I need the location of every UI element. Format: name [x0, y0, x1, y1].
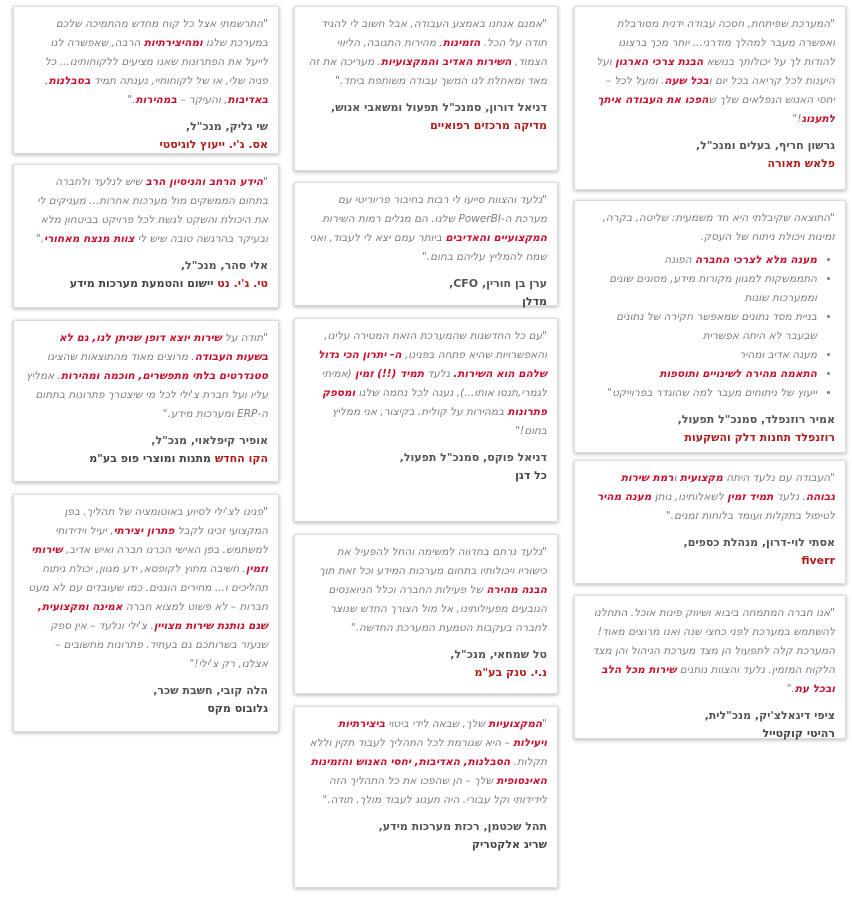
testimonial-card [13, 494, 279, 732]
quote-text: ו [673, 472, 680, 484]
testimonial-card [294, 534, 558, 694]
testimonial-card [294, 706, 558, 888]
testimonial-card [13, 6, 279, 154]
testimonial-quote [24, 173, 268, 249]
quote-text: ועל היענות לכל קריאה בכל יום ו [596, 56, 835, 87]
testimonial-author: דניאל דורון, סמנכ"ל תפעול ומשאבי אנוש, [331, 101, 547, 114]
quote-text: . אמליץ עליו ועל חברת צ'ילי לכל מי שיצטרך פתרונות בתחום ה-ERP ומערכות מידע." [26, 370, 268, 420]
quote-text: " [542, 718, 547, 730]
highlight-text: הבנה מהירה [486, 584, 547, 596]
testimonial-card [294, 182, 558, 306]
testimonial-company: פלאש תאורה [767, 157, 835, 170]
highlight-text: תמיד זמין [727, 491, 774, 503]
highlight-text: מקצועית [679, 472, 723, 484]
quote-text: " [263, 176, 268, 188]
testimonial-author: טל שמחאי, מנכ"ל, [450, 648, 547, 661]
testimonial-author: גרשון חריף, בעלים ומנכ"ל, [695, 139, 835, 152]
testimonial-company [24, 275, 268, 293]
highlight-text: מענה מלא לצרכי החברה [694, 254, 817, 266]
quote-text: "אנו חברה המתמחה ביבוא ושיווק פינות אוכל. התחלנו להשתמש במערכת לפני כחצי שנה ואנו מרוצים מאוד! המערכת קלה לתפעול הן מצד מערכת הניהול והן מצד הלקוח המזמין. נלעד והצוות נותנים [592, 607, 835, 676]
highlight-text: מענה מהיר [596, 491, 652, 503]
quote-text: שלך – הן שהפכו את כל התהליך הזה לידידותי וקל עבורי. היה תענוג לעבוד מולך. תודה." [322, 775, 547, 806]
highlight-text: שירות יוצא דופן שניתן לנו, גם לא בשעות העבודה [58, 332, 268, 363]
quote-text: "עם כל החדשנות שהמערכת הזאת המטירה עלינו, והאפשרויות שהיא פתחה בפנינו, [324, 330, 547, 361]
quote-text: . צ'ילי ונלעד – אין ספק שנעזר בשרותכם גם בעתיד. פתרונות מחשובים – אצלנו, רק צ'ילי!" [50, 620, 268, 670]
highlight-text: הידע הרחב והניסיון הרב [145, 176, 264, 188]
highlight-text: הסבלנות, האדיבות, יחסי האנוש והזמינות האינסופית [310, 756, 547, 787]
highlight-text: ומספק פתרונות [322, 387, 547, 418]
testimonial-quote [585, 209, 835, 403]
bullet-item [585, 365, 817, 384]
quote-text: לשאלותינו, נותן [651, 491, 728, 503]
bullet-item [585, 308, 817, 346]
company-brand: הקו החדש [214, 452, 268, 465]
highlight-text: ומהיצירתיות [143, 37, 203, 49]
testimonial-quote [305, 543, 547, 638]
highlight-text: הזמינות [442, 37, 481, 49]
testimonial-author: אלי סהר, מנכ"ל, [180, 259, 268, 272]
bullet-item [585, 270, 817, 308]
quote-text: בניית מסד נתונים שמאפשר חקירה של נתונים שבעבר לא היתה אפשרית [616, 311, 817, 342]
testimonial-company [24, 450, 268, 468]
quote-text: "פנינו לצ'ילי לסיוע באוטומציה של תהליך. בפן המקצועי זכינו לקבל [64, 506, 268, 537]
highlight-text: רמת שירות גבוהה [620, 472, 835, 503]
highlight-text: השירות האדיב והמקצועיות [380, 56, 512, 68]
quote-text: שיש לנלעד ולחברה בתחום הממשקים מול מערכות אחרות... מעניקים לי את היכולת והשקט לגשת לכל פרויקט בביטחון מלא ובעיקר בהרגשה טובה שיש לי [37, 176, 268, 245]
quote-text: !" [792, 113, 802, 125]
testimonial-author: אמיר רוזנפלד, סמנכ"ל תפעול, [677, 413, 835, 426]
testimonial-quote [305, 15, 547, 91]
testimonial-card [13, 320, 279, 482]
quote-text: ." [127, 94, 136, 106]
quote-text: . ומעל לכל – יחסי האנוש הנפלאים שלך ש [605, 75, 835, 106]
bullet-item [585, 384, 817, 403]
quote-text: , והעיקר – [176, 94, 228, 106]
highlight-text: הבנת צרכי הארגון [615, 56, 704, 68]
quote-text: , [45, 75, 49, 87]
testimonial-author: תהל שכטמן, רכזת מערכות מידע, [378, 820, 547, 833]
highlight-text: ה- יתרון הכי גדול שלהם הוא השירות. [318, 349, 547, 380]
highlight-text: באדיבות [227, 94, 268, 106]
quote-text: , יעיל וידידותי למשתמש. בפן האישי הכרנו חברה ואיש אדיב, [55, 525, 268, 556]
testimonial-card [574, 200, 846, 453]
quote-text: במהירות על קולית. בקיצור, אני ממליץ בחום!" [331, 406, 547, 437]
quote-text: "תודה על [221, 332, 268, 344]
testimonial-quote [305, 327, 547, 441]
quote-text: הרבה, שאפשרה לנו לייעל את הפתרונות שאנו מציעים ללקוחותינו... כל פניה שלי, או של לקוחותיי, נענתה תמיד [44, 37, 268, 87]
quote-text: לטיפול בתקלות ועומד בלוחות זמנים." [665, 510, 835, 522]
testimonial-quote [24, 503, 268, 674]
testimonial-company: fiverr [801, 554, 835, 567]
testimonial-author: שי גליק, מנכ"ל, [185, 120, 268, 133]
highlight-text: במהירות [135, 94, 177, 106]
quote-text: התממשקות למגוון מקורות מידע, מסוגים שונים וממערכות שונות [609, 273, 817, 304]
company-description: יישום והטמעת מערכות מידע [69, 277, 218, 290]
quote-text: מענה אדיב ומהיר [739, 349, 817, 361]
quote-text: נלעד [424, 368, 454, 380]
highlight-text: פתרון יצירתי [113, 525, 175, 537]
testimonial-card [294, 6, 558, 171]
company-description: מתנות ומוצרי פופ בע"מ [89, 452, 215, 465]
testimonial-company: רהיטי קוקטייל [762, 727, 835, 740]
testimonial-company: שריג אלקטריק [471, 838, 547, 851]
highlight-text: המקצועיים והאדיבים [445, 232, 547, 244]
highlight-text: שירותי וזמין [31, 544, 268, 575]
highlight-text: המקצועיות [488, 718, 543, 730]
highlight-text: בסבלנות [48, 75, 91, 87]
testimonial-quote [585, 604, 835, 699]
testimonial-author: הלה קובי, חשבת שכר, [153, 684, 268, 697]
quote-text: "נלעד נרתם בחדווה למשימה והחל להפעיל את כישוריו ויכולותיו בתחום מערכות המידע וכל זאת תוך [319, 546, 547, 577]
highlight-text: תמיד (!!) זמין [355, 368, 425, 380]
quote-text: . חשיבה מחוץ לקופסא, ידע מגוון, יכולת ניתוח תהליכים ו... מחירים הוגנים. כמו שעובדים עם לא מעט חברות – לא פשוט למצוא חברה [28, 563, 268, 613]
quote-text: – היא שגורמת לכל התהליך לעבוד תקין וללא תקלות. [309, 737, 547, 768]
bullet-list [585, 251, 835, 403]
highlight-text: הפכו את העבודה איתך לתענוג [597, 94, 835, 125]
highlight-text: התאמה מהירה לשינויים ותוספות [659, 368, 817, 380]
testimonial-company: נ.י. טנק בע"מ [474, 666, 547, 679]
testimonial-quote [24, 15, 268, 110]
quote-text: "אמנם אנחנו באמצע העבודה, אבל חשוב לי להגיד תודה על הכל. [321, 18, 547, 49]
quote-text: . נלעד [773, 491, 806, 503]
quote-text: שלך, שבאה לידי ביטוי [384, 718, 489, 730]
quote-text: "התרשמתי אצל כל קוח מחדש מהתמיכה שלכם במערכת שלנו [55, 18, 268, 49]
testimonial-card [294, 318, 558, 522]
testimonial-author: אסתי לוי-דרון, מנהלת כספים, [683, 536, 835, 549]
testimonial-card [574, 595, 846, 739]
highlight-text: ביצירתיות ויעילות [338, 718, 547, 749]
testimonial-company: גלובוס מקס [207, 702, 268, 715]
quote-text: ." [35, 233, 44, 245]
highlight-text: בכל שעה [664, 75, 709, 87]
testimonial-company: רוזנפלד תחנות דלק והשקעות [684, 431, 835, 444]
quote-text: הפונה [664, 254, 695, 266]
testimonial-quote [305, 715, 547, 810]
quote-text: . מרוצים מאוד מהתוצאות שהציגו [46, 351, 195, 363]
quote-text: "התוצאה שקיבלתי היא חד משמעית: שליטה, בקרה, זמינות ויכולת ניתוח של העסק. [602, 212, 835, 243]
testimonial-author: ערן בן חורין, CFO, [449, 277, 547, 290]
quote-text: (אמיתי לגמרי,תנסו אותו...), נענה לכל נחמה שלנו [321, 368, 547, 399]
testimonial-quote [585, 469, 835, 526]
highlight-text: אמינה ומקצועית, שגם נותנת שירות מצויין [37, 601, 268, 632]
bullet-item [585, 346, 817, 365]
company-brand: טי. ג'י. נט [217, 277, 268, 290]
testimonial-quote [305, 191, 547, 267]
testimonial-card [574, 6, 846, 190]
highlight-text: שירות מכל הלב ובכל עת [601, 664, 835, 695]
quote-text: ביותר עמם יצא לי לעבוד, ואני שמח להמליץ עליהם בחום." [309, 232, 547, 263]
quote-text: "נלעד והצוות סייעו לי רבות בחיבור פריוריטי עם מערכת ה-PowerBI שלנו. הם מגלים רמות השירות [322, 194, 547, 225]
highlight-text: סטנדרטים בלתי מתפשרים, חוכמה ומהירות [60, 370, 268, 382]
testimonial-company: מדלן [522, 295, 547, 308]
testimonial-company: מדיקה מרכזים רפואיים [430, 119, 547, 132]
testimonial-author: דניאל פוקס, סמנכ"ל תפעול, [399, 451, 547, 464]
testimonial-author: ציפי דיגאלצ'יק, מנכ"לית, [704, 709, 835, 722]
testimonial-card [574, 460, 846, 584]
quote-text: "העבודה עם נלעד היתה [722, 472, 835, 484]
quote-text: ייעוץ של ניתוחים מעבר למה שהוגדר בפרוייקט" [607, 387, 817, 399]
highlight-text: צוות מנצח מאחורי [44, 233, 135, 245]
quote-text: של פעילות החברה וכלל הניואנסים הנובעים מפעילותינו, אל מול הצורך החדש שנוצר לחברה בעקבות הטמעת המערכת החדשה." [328, 584, 547, 634]
bullet-item [585, 251, 817, 270]
testimonial-company: אס. ג'י. ייעוץ לוגיסטי [159, 138, 268, 151]
testimonial-quote [585, 15, 835, 129]
quote-text: "המערכת שפיתחת, חסכה עבודה ידנית מסורבלת ואפשרה מעבר למהלך מודרני... יותר מכך ברצונו להודות לך על יכולותך בנושא [616, 18, 835, 68]
testimonial-card [13, 164, 279, 308]
testimonial-company: כל דגן [515, 469, 547, 482]
testimonial-author: אופיר קיפלאוי, מנכ"ל, [151, 434, 268, 447]
quote-text: , מהירות התגובה, הליווי הצמוד, [336, 37, 547, 68]
quote-text: . מעריכה את זה מאד ומאחלת לנו המשך עבודה משותפת ביחד." [308, 56, 547, 87]
testimonial-quote [24, 329, 268, 424]
quote-text: ." [786, 683, 795, 695]
